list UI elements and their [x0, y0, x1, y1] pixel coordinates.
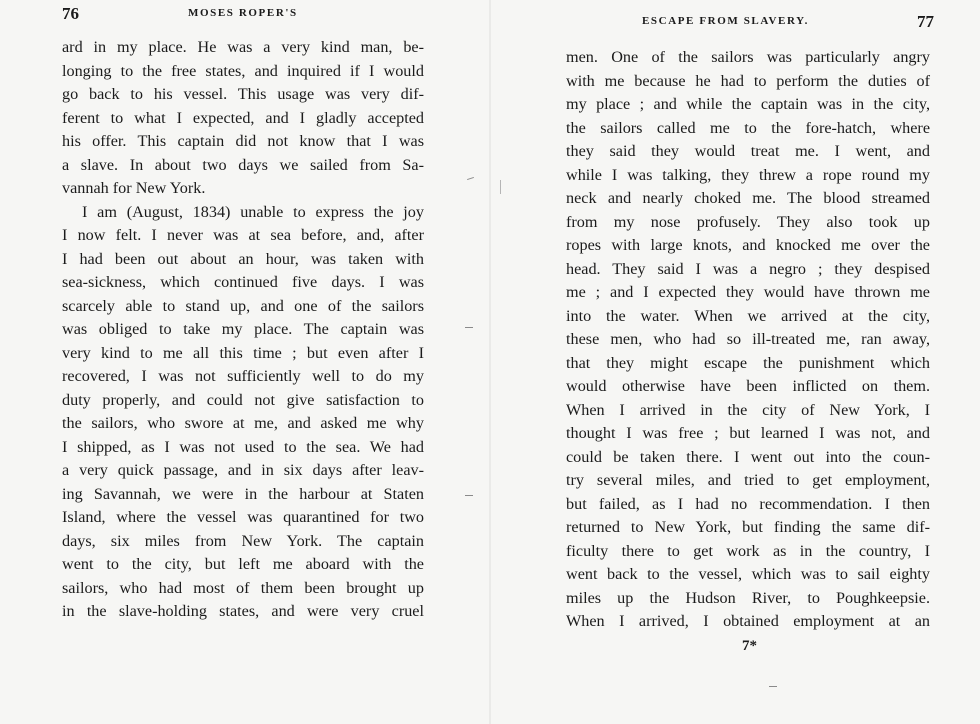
text-line: with me because he had to perform the duties of — [566, 71, 930, 90]
text-line: could be taken there. I went out into the coun- — [566, 447, 930, 466]
text-line: a very quick passage, and in six days after leav- — [62, 461, 424, 479]
text-line: days, six miles from New York. The captain — [62, 531, 424, 550]
text-line: Island, where the vessel was quarantined for two — [62, 508, 424, 526]
text-line: vannah for New York. — [62, 179, 206, 197]
text-line: a slave. In about two days we sailed from Sa- — [62, 155, 424, 174]
text-line: but failed, as I had no recommendation. I then — [566, 494, 930, 513]
left-running-head: MOSES ROPER'S — [188, 7, 298, 19]
text-line: from my nose profusely. They also took up — [566, 212, 930, 231]
text-line: ferent to what I expected, and I gladly accepted — [62, 108, 424, 127]
right-page — [490, 0, 980, 724]
right-page-number: 77 — [917, 12, 934, 31]
right-page-header — [566, 12, 934, 34]
scan-speck — [465, 327, 473, 328]
text-line: me ; and I expected they would have thrown me — [566, 283, 930, 301]
right-running-head: ESCAPE FROM SLAVERY. — [642, 15, 810, 27]
text-line: sailors, who had most of them been brought up — [62, 578, 424, 597]
left-page-text — [62, 36, 424, 624]
right-page-text — [566, 46, 930, 634]
text-line: very kind to me all this time ; but even after I — [62, 343, 424, 362]
signature-mark: 7* — [742, 638, 757, 654]
text-line: these men, who had so ill-treated me, ran away, — [566, 330, 930, 348]
text-line: into the water. When we arrived at the city, — [566, 306, 930, 325]
scan-speck — [769, 686, 777, 687]
text-line: returned to New York, but finding the same dif- — [566, 518, 930, 536]
text-line: ficulty there to get work as in the country, I — [566, 541, 930, 560]
text-line: duty properly, and could not give satisfaction to — [62, 390, 424, 409]
text-line: they said they would treat me. I went, and — [566, 142, 930, 160]
text-line: his offer. This captain did not know that I was — [62, 132, 424, 150]
text-line: I shipped, as I was not used to the sea. We had — [62, 437, 424, 456]
text-line: When I arrived, I obtained employment at an — [566, 612, 930, 630]
text-line: was obliged to take my place. The captain was — [62, 320, 424, 338]
scan-speck — [500, 180, 501, 194]
text-line: in the slave-holding states, and were very cruel — [62, 602, 424, 620]
text-line: scarcely able to stand up, and one of the sailors — [62, 296, 424, 315]
left-page-number: 76 — [62, 4, 79, 23]
left-page-header — [62, 4, 430, 26]
text-line: ing Savannah, we were in the harbour at Staten — [62, 484, 424, 503]
text-line: ard in my place. He was a very kind man, be- — [62, 38, 424, 56]
text-line: sea-sickness, which continued five days. I was — [62, 273, 424, 291]
text-line: go back to his vessel. This usage was very dif- — [62, 85, 424, 103]
text-line: head. They said I was a negro ; they despised — [566, 259, 930, 278]
text-line: miles up the Hudson River, to Poughkeepsie. — [566, 588, 930, 607]
text-line: I am (August, 1834) unable to express the joy — [82, 202, 424, 221]
scan-speck — [465, 495, 473, 496]
text-line: ropes with large knots, and knocked me over the — [566, 236, 930, 254]
text-line: thought I was free ; but learned I was not, and — [566, 424, 930, 442]
text-line: I now felt. I never was at sea before, and, after — [62, 226, 424, 244]
text-line: went back to the vessel, which was to sail eighty — [566, 565, 930, 583]
text-line: recovered, I was not sufficiently well to do my — [62, 367, 424, 385]
text-line: men. One of the sailors was particularly angry — [566, 48, 930, 66]
text-line: my place ; and while the captain was in the city, — [566, 95, 930, 113]
text-line: longing to the free states, and inquired if I would — [62, 61, 424, 80]
text-line: try several miles, and tried to get employment, — [566, 471, 930, 489]
text-line: that they might escape the punishment which — [566, 353, 930, 372]
text-line: the sailors, who swore at me, and asked me why — [62, 414, 424, 432]
text-line: went to the city, but left me aboard with the — [62, 555, 424, 573]
text-line: while I was talking, they threw a rope round my — [566, 165, 930, 184]
text-line: I had been out about an hour, was taken with — [62, 249, 424, 268]
text-line: the sailors called me to the fore-hatch, where — [566, 118, 930, 137]
text-line: would otherwise have been inflicted on them. — [566, 377, 930, 395]
text-line: When I arrived in the city of New York, I — [566, 400, 930, 419]
text-line: neck and nearly choked me. The blood streamed — [566, 189, 930, 207]
